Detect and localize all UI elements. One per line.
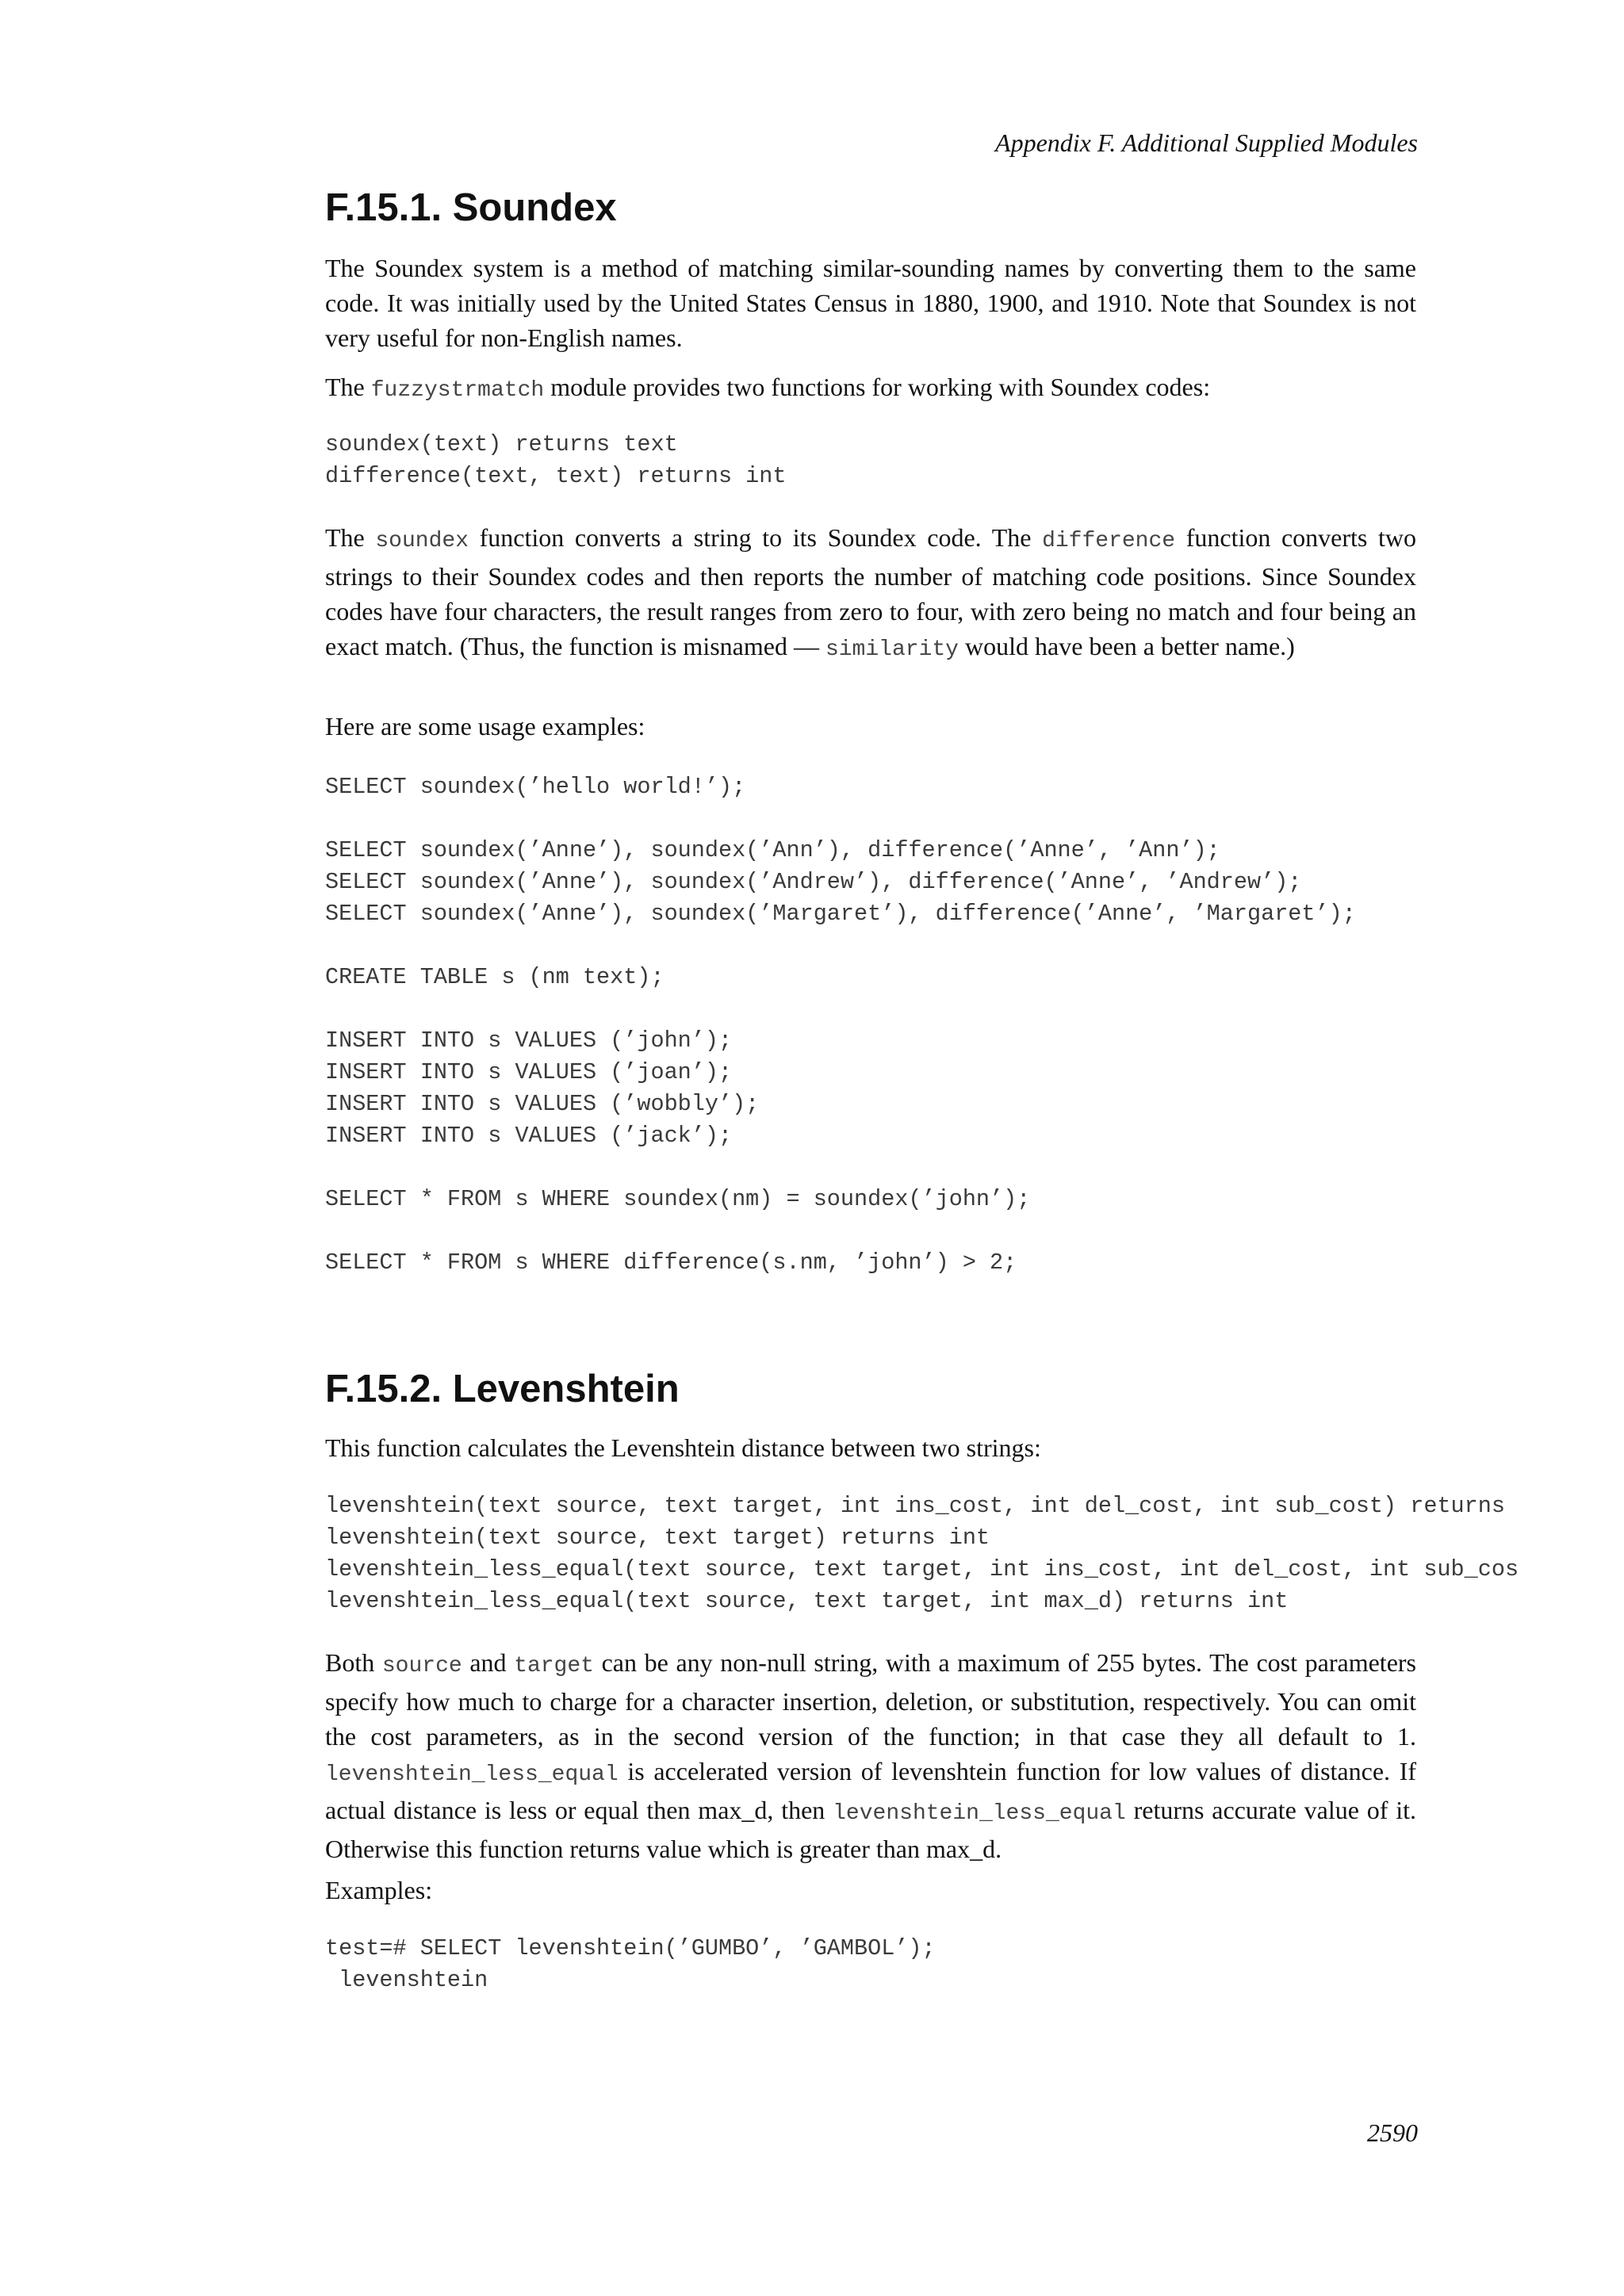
code-line: INSERT INTO s VALUES (’joan’); bbox=[325, 1059, 733, 1085]
text-span: module provides two functions for working with Soundex codes: bbox=[544, 373, 1211, 401]
code-line bbox=[325, 930, 1356, 962]
code-line: test=# SELECT levenshtein(’GUMBO’, ’GAMBOL’); bbox=[325, 1935, 936, 1961]
inline-code-levenshtein-less-equal: levenshtein_less_equal bbox=[325, 1762, 619, 1787]
text-span: returns accurate value of it. Otherwise this function returns value which is greater than max_d. bbox=[325, 1796, 1417, 1863]
levenshtein-examples-intro-block bbox=[325, 1873, 1416, 1908]
code-line: SELECT soundex(’Anne’), soundex(’Margaret’), difference(’Anne’, ’Margaret’); bbox=[325, 901, 1356, 927]
page-number: 2590 bbox=[1367, 2118, 1418, 2147]
text-span: can be any non-null string, with a maximum of 255 bytes. The cost parameters specify how much to charge for a character insertion, deletion, or substitution, respectively. You can omit the cost parameters, as in the second version of the function; in that case they all default to 1. bbox=[325, 1648, 1416, 1751]
code-line: SELECT soundex(’Anne’), soundex(’Ann’), difference(’Anne’, ’Ann’); bbox=[325, 837, 1220, 863]
inline-code-similarity: similarity bbox=[825, 637, 959, 662]
soundex-examples-code bbox=[325, 771, 1356, 1279]
text-span: Both bbox=[325, 1648, 382, 1677]
code-line: levenshtein(text source, text target) returns int bbox=[325, 1525, 990, 1551]
soundex-module-block bbox=[325, 369, 1416, 408]
code-line: SELECT soundex(’Anne’), soundex(’Andrew’), difference(’Anne’, ’Andrew’); bbox=[325, 869, 1302, 895]
inline-code-source: source bbox=[381, 1654, 462, 1678]
levenshtein-intro-block bbox=[325, 1430, 1416, 1465]
code-line: INSERT INTO s VALUES (’jack’); bbox=[325, 1123, 733, 1149]
code-line: INSERT INTO s VALUES (’wobbly’); bbox=[325, 1091, 760, 1117]
soundex-module-paragraph bbox=[325, 369, 1416, 408]
soundex-intro-paragraph: The Soundex system is a method of matching similar-sounding names by converting them to the same code. It was initially used by the United States Census in 1880, 1900, and 1910. Note that Soundex is not very useful for non-English names. bbox=[325, 254, 1416, 352]
code-line bbox=[325, 993, 1356, 1025]
section-title-levenshtein: F.15.2. Levenshtein bbox=[325, 1368, 680, 1410]
soundex-examples-intro-block bbox=[325, 709, 1416, 744]
code-line: SELECT * FROM s WHERE difference(s.nm, ’john’) > 2; bbox=[325, 1249, 1017, 1276]
soundex-desc-paragraph bbox=[325, 520, 1416, 668]
running-header: Appendix F. Additional Supplied Modules bbox=[995, 128, 1418, 157]
code-line: levenshtein_less_equal(text source, text target, int max_d) returns int bbox=[325, 1588, 1289, 1614]
code-line bbox=[325, 1152, 1356, 1184]
code-line: INSERT INTO s VALUES (’john’); bbox=[325, 1027, 733, 1054]
text-span: and bbox=[462, 1648, 515, 1677]
code-line: SELECT soundex(’hello world!’); bbox=[325, 774, 746, 800]
code-line: levenshtein(text source, text target, int ins_cost, int del_cost, int sub_cost) returns bbox=[325, 1493, 1505, 1519]
levenshtein-desc-block bbox=[325, 1645, 1416, 1866]
soundex-signatures-code bbox=[325, 429, 787, 492]
text-span: is accelerated version of levenshtein function for low values of distance. If actual distance is less or equal then max_d, then bbox=[325, 1757, 1416, 1824]
code-line: SELECT * FROM s WHERE soundex(nm) = soundex(’john’); bbox=[325, 1186, 1031, 1212]
soundex-desc-block bbox=[325, 520, 1416, 668]
levenshtein-examples-code bbox=[325, 1933, 936, 1996]
levenshtein-intro-paragraph: This function calculates the Levenshtein distance between two strings: bbox=[325, 1433, 1041, 1462]
text-span: The bbox=[325, 373, 371, 401]
code-line: levenshtein_less_equal(text source, text target, int ins_cost, int del_cost, int sub_cos bbox=[325, 1556, 1519, 1582]
text-span: The bbox=[325, 523, 376, 552]
inline-code-target: target bbox=[514, 1654, 594, 1678]
code-line: levenshtein bbox=[325, 1967, 488, 1993]
inline-code-difference: difference bbox=[1042, 529, 1176, 553]
inline-code-soundex: soundex bbox=[375, 529, 469, 553]
code-line bbox=[325, 1215, 1356, 1247]
soundex-intro-block bbox=[325, 251, 1416, 355]
code-line bbox=[325, 803, 1356, 835]
code-line: soundex(text) returns text bbox=[325, 431, 678, 457]
text-span: function converts two strings to their Soundex codes and then reports the number of matching code positions. Since Soundex codes have four characters, the result ranges from zero to four, with zero being no match and four being an exact match. (Thus, the function is misnamed — bbox=[325, 523, 1417, 660]
soundex-examples-intro: Here are some usage examples: bbox=[325, 712, 645, 740]
text-span: function converts a string to its Soundex code. The bbox=[469, 523, 1043, 552]
levenshtein-signatures-code bbox=[325, 1490, 1519, 1617]
levenshtein-desc-paragraph bbox=[325, 1645, 1416, 1866]
code-line: difference(text, text) returns int bbox=[325, 463, 787, 489]
levenshtein-examples-intro: Examples: bbox=[325, 1876, 433, 1904]
section-title-soundex: F.15.1. Soundex bbox=[325, 186, 617, 229]
inline-code-levenshtein-less-equal: levenshtein_less_equal bbox=[833, 1801, 1126, 1826]
text-span: would have been a better name.) bbox=[958, 632, 1295, 660]
code-line: CREATE TABLE s (nm text); bbox=[325, 964, 665, 990]
inline-code-module: fuzzystrmatch bbox=[370, 378, 545, 403]
